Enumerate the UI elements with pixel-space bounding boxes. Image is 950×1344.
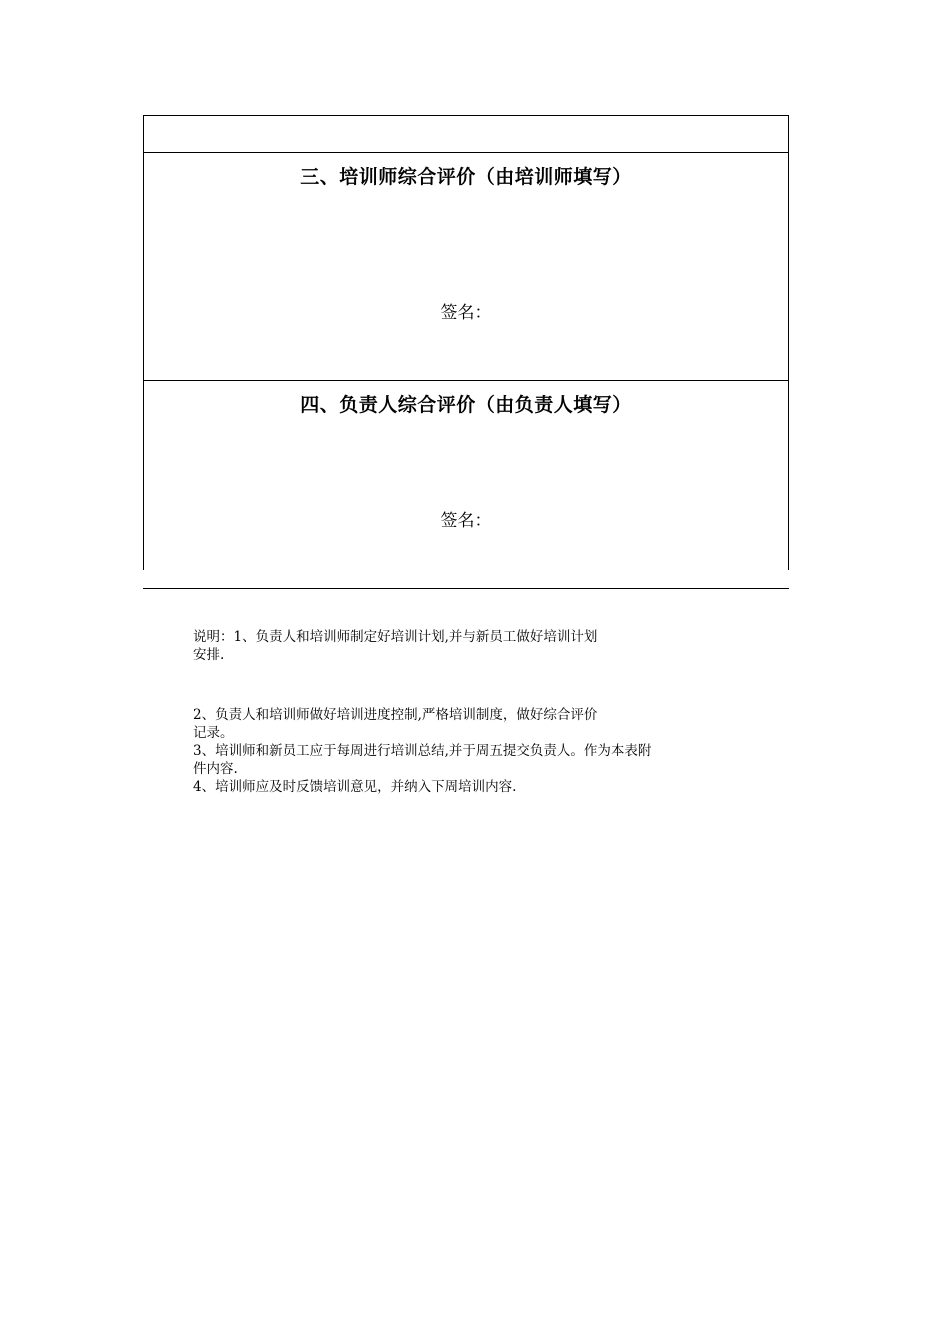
manager-evaluation-section [143, 380, 789, 570]
section-divider [143, 588, 789, 589]
trainer-signature-label: 签名： [440, 303, 492, 323]
note-item-3: 3、培训师和新员工应于每周进行培训总结,并于周五提交负责人。作为本表附 件内容. [193, 743, 652, 777]
evaluation-form-table [143, 115, 789, 570]
notes-block [193, 628, 753, 796]
note-item-2: 2、负责人和培训师做好培训进度控制,严格培训制度，做好综合评价 记录。 [193, 707, 598, 741]
empty-header-row [143, 115, 789, 153]
manager-signature-label: 签名： [440, 511, 492, 531]
trainer-evaluation-section [143, 152, 789, 381]
trainer-evaluation-title: 三、培训师综合评价（由培训师填写） [300, 166, 632, 188]
manager-evaluation-title: 四、负责人综合评价（由负责人填写） [300, 394, 632, 416]
note-item-1: 说明：1、负责人和培训师制定好培训计划,并与新员工做好培训计划 安排. [193, 629, 598, 663]
note-item-4: 4、培训师应及时反馈培训意见，并纳入下周培训内容. [193, 779, 517, 795]
